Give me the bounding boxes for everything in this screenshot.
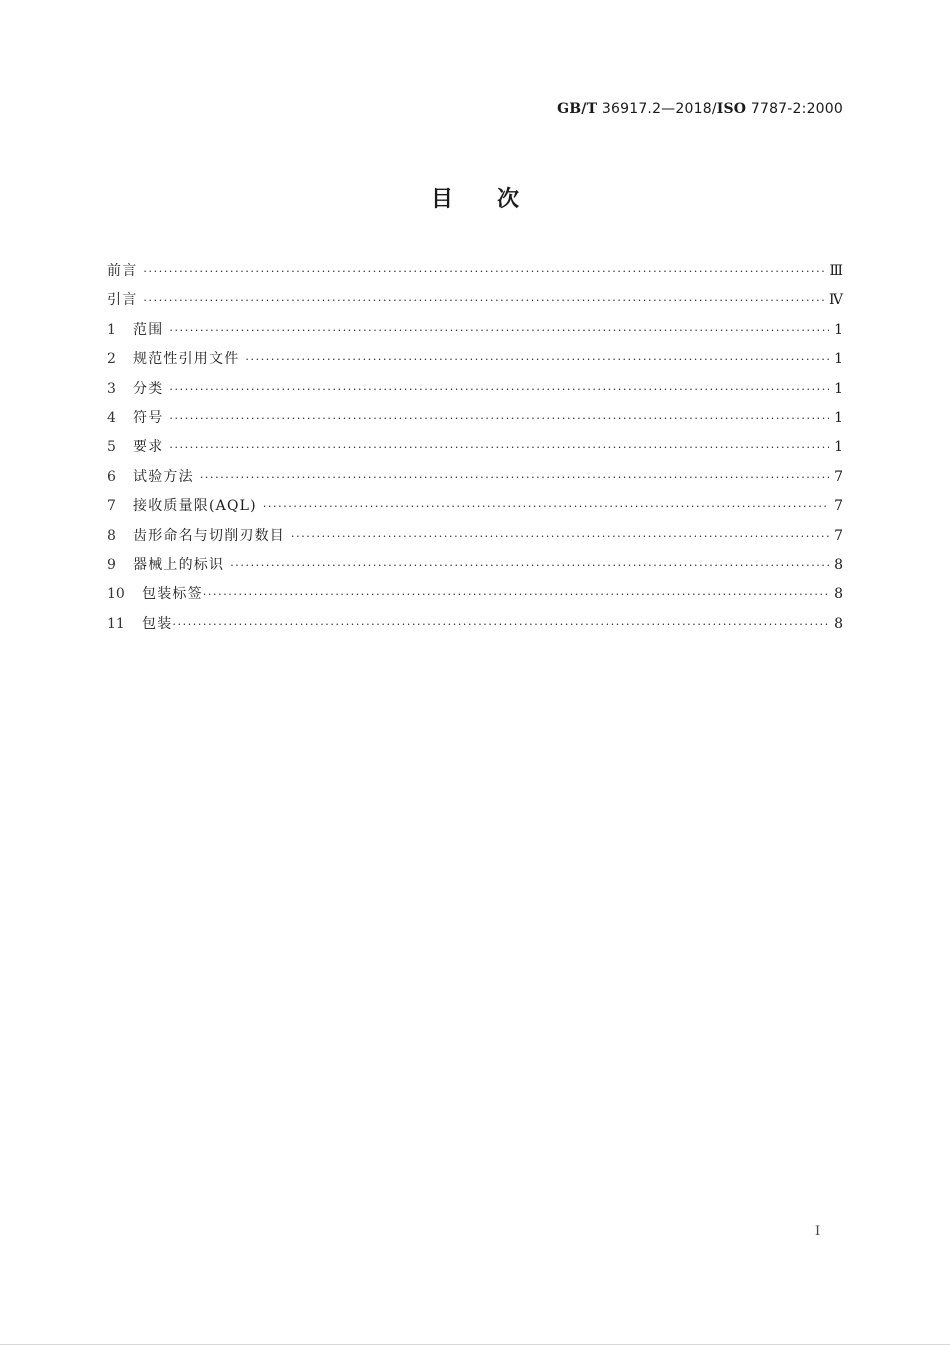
toc-entry-label: 器械上的标识 — [133, 556, 225, 573]
toc-entry-label: 引言 — [107, 292, 138, 309]
toc-entry-label: 规范性引用文件 — [133, 351, 240, 368]
toc-entry-number: 8 — [107, 527, 116, 544]
toc-leader-dots — [169, 407, 829, 431]
toc-entry-number: 1 — [107, 321, 116, 338]
toc-entry-number: 6 — [107, 468, 116, 485]
toc-entry-label: 接收质量限(AQL) — [133, 498, 257, 515]
toc-entry-number: 2 — [107, 351, 116, 368]
toc-entry-marking[interactable] — [107, 553, 843, 582]
toc-entry-label: 前言 — [107, 263, 138, 279]
toc-entry-label: 齿形命名与切削刃数目 — [133, 527, 285, 544]
toc-entry-scope[interactable] — [107, 318, 843, 347]
iso-prefix: ISO — [716, 101, 747, 117]
toc-entry-page: 8 — [834, 615, 843, 632]
page-title: 目次 — [430, 187, 563, 212]
standard-header — [557, 101, 843, 117]
toc-leader-dots — [245, 348, 829, 372]
toc-leader-dots — [291, 525, 829, 549]
toc-entry-test-methods[interactable] — [107, 465, 843, 494]
toc-entry-number: 5 — [107, 439, 116, 456]
toc-leader-dots — [172, 613, 829, 637]
toc-entry-introduction[interactable] — [107, 288, 843, 317]
table-of-contents — [107, 259, 843, 641]
toc-entry-number: 11 — [107, 615, 125, 632]
toc-entry-page: 8 — [834, 586, 843, 603]
toc-entry-page: 8 — [834, 556, 843, 573]
toc-entry-normative-references[interactable] — [107, 347, 843, 376]
page-number: I — [815, 1224, 821, 1239]
iso-number: 7787-2:2000 — [750, 101, 843, 117]
toc-entry-requirements[interactable] — [107, 435, 843, 464]
toc-entry-label: 范围 — [133, 321, 164, 338]
toc-leader-dots — [143, 260, 825, 284]
toc-entry-number: 9 — [107, 556, 116, 573]
toc-leader-dots — [143, 289, 825, 313]
toc-entry-label: 分类 — [133, 380, 164, 397]
toc-entry-packaging-label[interactable] — [107, 582, 843, 611]
toc-entry-label: 包装 — [142, 615, 173, 632]
toc-entry-page: 1 — [834, 351, 843, 368]
toc-leader-dots — [263, 495, 829, 519]
toc-entry-label: 试验方法 — [133, 468, 194, 485]
toc-entry-page: Ⅲ — [829, 263, 843, 279]
toc-entry-page: 1 — [834, 409, 843, 426]
toc-entry-label: 要求 — [133, 439, 164, 456]
toc-entry-symbols[interactable] — [107, 406, 843, 435]
toc-entry-page: 1 — [834, 439, 843, 456]
toc-entry-number: 7 — [107, 498, 116, 515]
toc-entry-tooth-form-designation[interactable] — [107, 524, 843, 553]
toc-entry-number: 3 — [107, 380, 116, 397]
toc-leader-dots — [169, 378, 829, 402]
standard-prefix: GB/T — [557, 101, 598, 117]
toc-entry-acceptance-quality-limit[interactable] — [107, 494, 843, 523]
toc-entry-number: 10 — [107, 586, 125, 603]
toc-entry-page: 7 — [834, 527, 843, 544]
standard-number: 36917.2—2018/ — [601, 101, 717, 117]
toc-entry-page: 1 — [834, 380, 843, 397]
toc-entry-packaging[interactable] — [107, 612, 843, 641]
toc-entry-label: 符号 — [133, 409, 164, 426]
toc-entry-foreword[interactable] — [107, 259, 843, 288]
toc-leader-dots — [169, 319, 829, 343]
toc-leader-dots — [200, 466, 829, 490]
toc-leader-dots — [230, 554, 829, 578]
toc-entry-label: 包装标签 — [142, 586, 203, 603]
toc-leader-dots — [169, 436, 829, 460]
toc-entry-classification[interactable] — [107, 377, 843, 406]
toc-entry-page: Ⅳ — [829, 292, 843, 309]
toc-entry-page: 7 — [834, 468, 843, 485]
toc-entry-page: 1 — [834, 321, 843, 338]
toc-entry-number: 4 — [107, 409, 116, 426]
toc-leader-dots — [203, 583, 829, 607]
toc-entry-page: 7 — [834, 498, 843, 515]
